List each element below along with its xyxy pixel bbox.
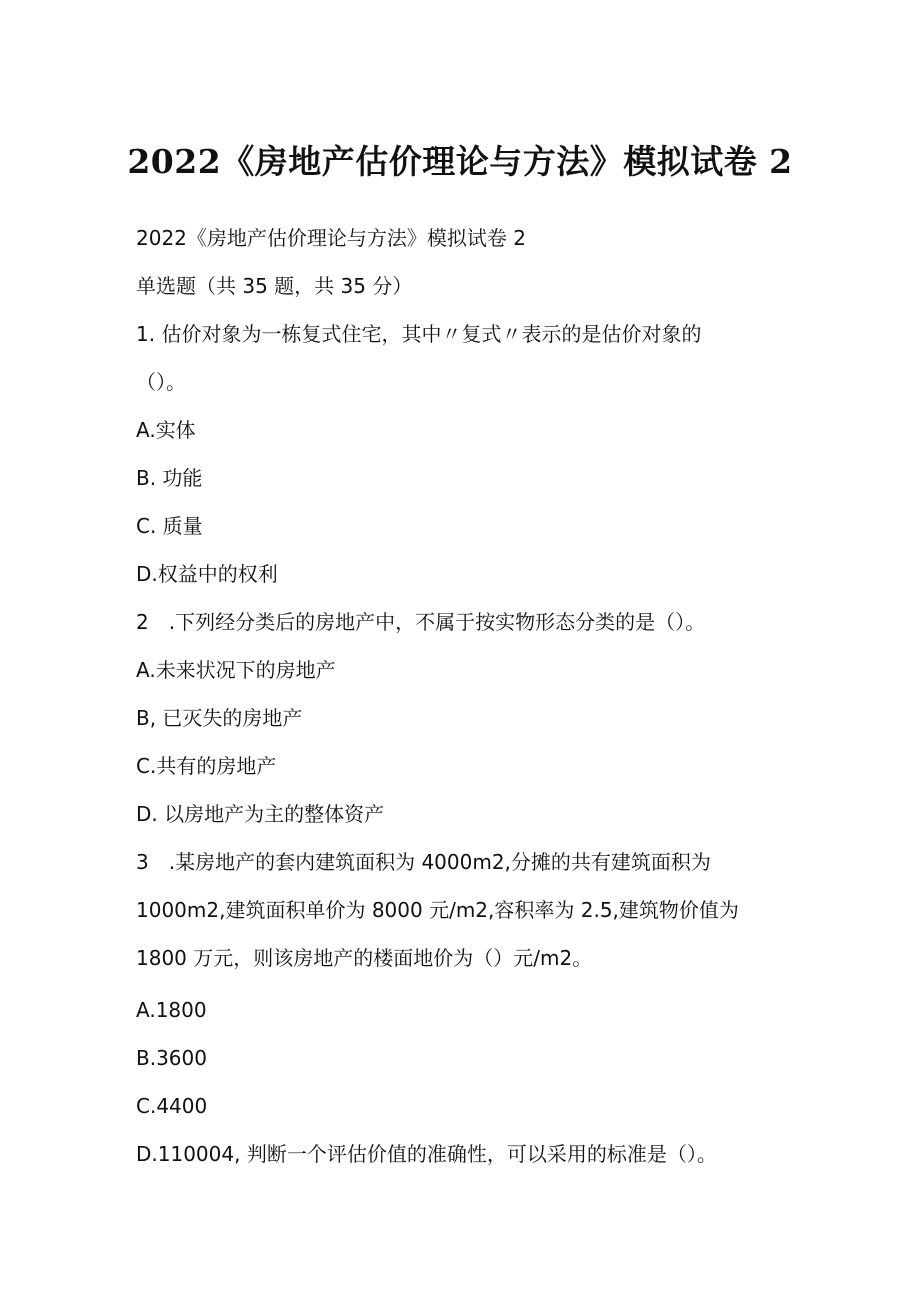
question-3-text-cont-2: 1800 万元，则该房地产的楼面地价为（）元/m2。 xyxy=(136,946,593,970)
question-1-text-cont: （）。 xyxy=(136,370,186,394)
section-header: 单选题（共 35 题，共 35 分） xyxy=(136,274,413,298)
question-3-option-d: D.110004, 判断一个评估价值的准确性，可以采用的标准是（）。 xyxy=(136,1142,717,1166)
question-3-option-a: A.1800 xyxy=(136,998,207,1022)
document-subtitle: 2022《房地产估价理论与方法》模拟试卷 2 xyxy=(136,226,526,250)
question-3-text-cont: 1000m2,建筑面积单价为 8000 元/m2,容积率为 2.5,建筑物价值为 xyxy=(136,898,739,922)
question-1-option-b: B. 功能 xyxy=(136,466,203,490)
question-3-text: 3 .某房地产的套内建筑面积为 4000m2,分摊的共有建筑面积为 xyxy=(136,850,711,874)
question-2-text: 2 .下列经分类后的房地产中，不属于按实物形态分类的是（）。 xyxy=(136,610,706,634)
question-1-option-c: C. 质量 xyxy=(136,514,203,538)
question-3-option-b: B.3600 xyxy=(136,1046,207,1070)
question-3-option-c: C.4400 xyxy=(136,1094,208,1118)
question-2-option-d: D. 以房地产为主的整体资产 xyxy=(136,802,385,826)
question-1-text: 1. 估价对象为一栋复式住宅，其中〃复式〃表示的是估价对象的 xyxy=(136,322,702,346)
question-2-option-a: A.未来状况下的房地产 xyxy=(136,658,336,682)
question-2-option-b: B, 已灭失的房地产 xyxy=(136,706,303,730)
question-1-option-a: A.实体 xyxy=(136,418,196,442)
question-2-option-c: C.共有的房地产 xyxy=(136,754,277,778)
document-title: 2022《房地产估价理论与方法》模拟试卷 2 xyxy=(127,142,793,181)
question-1-option-d: D.权益中的权利 xyxy=(136,562,278,586)
